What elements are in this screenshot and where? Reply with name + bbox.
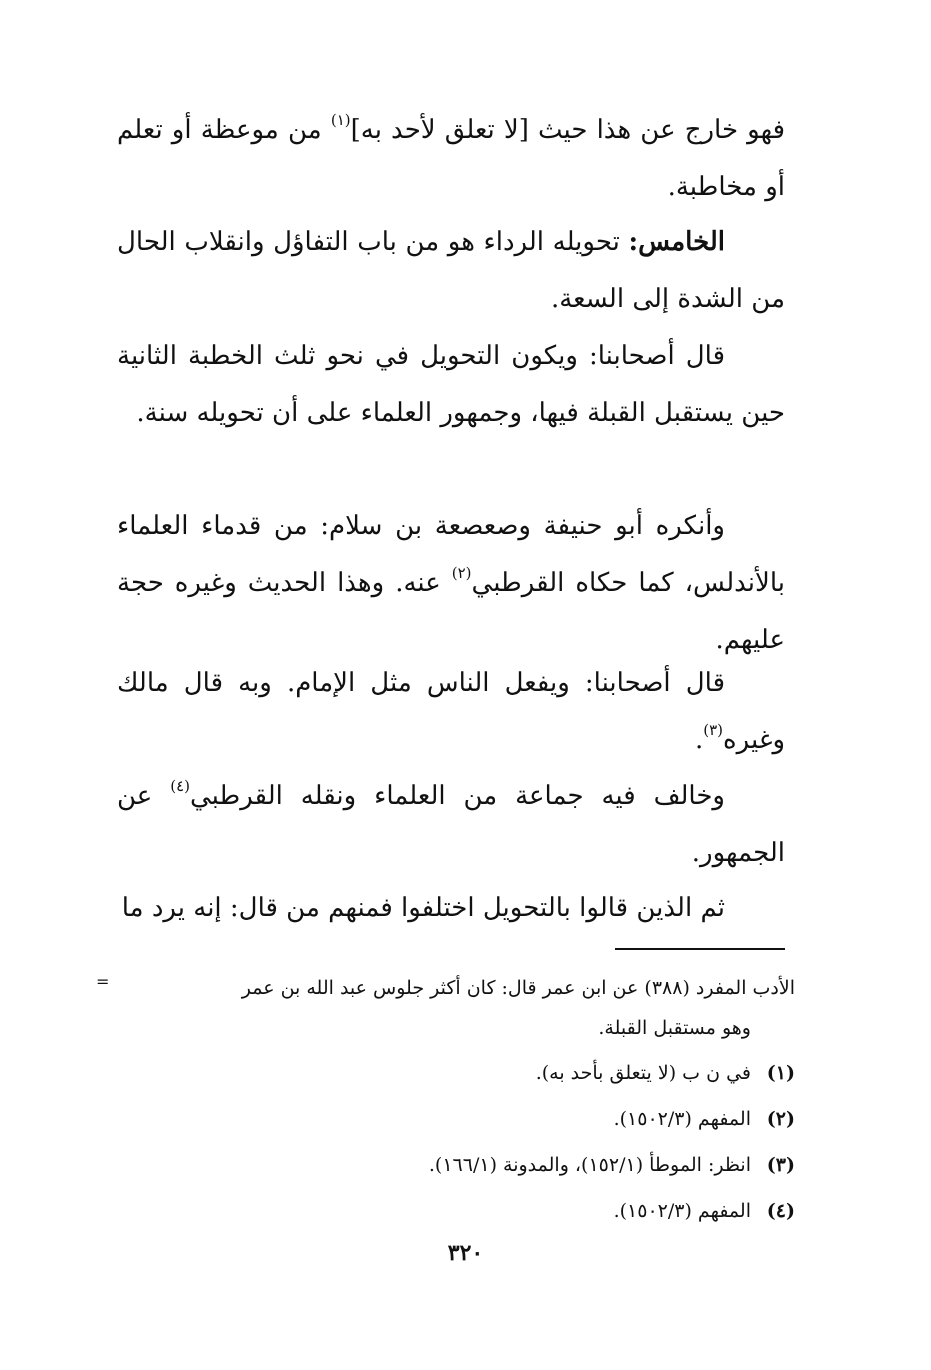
text-run: وخالف فيه جماعة من العلماء ونقله القرطبي [189,781,725,811]
paragraph-text [117,880,785,937]
footnote-text: المفهم (١٥٠٢/٣). [613,1200,751,1222]
text-run: قال أصحابنا: ويكون التحويل في نحو ثلث الخطبة الثانية حين يستقبل القبلة فيها، وجمهور العلماء على أن تحويله سنة. [117,341,785,428]
footnote-number: (١) [766,1062,795,1084]
footnote-reference: (٢) [451,564,472,582]
continuation-marker: = [96,972,110,991]
paragraph [117,655,785,769]
text-run: من موعظة أو تعلم أو مخاطبة. [117,115,785,202]
paragraph [117,768,785,882]
text-run: . [694,725,704,755]
footnote-text: انظر: الموطأ (١٥٢/١)، والمدونة (١٦٦/١). [428,1154,751,1176]
paragraph-text [117,498,785,669]
footnote-continuation-line-2: وهو مستقبل القبلة. [598,1017,751,1039]
footnote-separator [615,948,785,950]
text-run: عن الجمهور. [117,781,785,868]
text-run: فهو خارج عن هذا حيث [لا تعلق لأحد به] [350,115,786,145]
section-term: الخامس: [628,227,725,257]
paragraph-text [117,768,785,882]
paragraph [117,880,785,937]
paragraph [117,328,785,442]
paragraph-text [117,655,785,769]
page-number: ٣٢٠ [447,1240,484,1266]
footnote-item [95,1142,795,1188]
footnote-list [95,1050,795,1234]
footnote-item [95,1050,795,1096]
footnote-text: في ن ب (لا يتعلق بأحد به). [535,1062,751,1084]
paragraph-text [117,328,785,442]
footnote-item [95,1188,795,1234]
paragraph [117,498,785,669]
text-run: تحويله الرداء هو من باب التفاؤل وانقلاب الحال من الشدة إلى السعة. [117,227,785,314]
footnote-reference: (٣) [703,721,724,739]
footnote-number: (٢) [766,1108,795,1130]
footnote-continuation [95,968,795,1048]
paragraph-text [117,102,785,216]
footnote-item [95,1096,795,1142]
footnote-continuation-line-1: الأدب المفرد (٣٨٨) عن ابن عمر قال: كان أكثر جلوس عبد الله بن عمر [241,977,795,999]
footnote-number: (٣) [766,1154,795,1176]
text-run: قال أصحابنا: ويفعل الناس مثل الإمام. وبه قال مالك وغيره [117,668,785,755]
text-run: عنه. وهذا الحديث وغيره حجة عليهم. [117,568,785,655]
paragraph [117,214,785,328]
paragraph-text [117,214,785,328]
footnote-text: المفهم (١٥٠٢/٣). [613,1108,751,1130]
paragraph [117,102,785,216]
footnote-reference: (٤) [170,777,190,795]
footnote-number: (٤) [766,1200,795,1222]
text-run: ثم الذين قالوا بالتحويل اختلفوا فمنهم من قال: إنه يرد ما [121,893,725,923]
footnote-reference: (١) [330,111,351,129]
text-run: وأنكره أبو حنيفة وصعصعة بن سلام: من قدماء العلماء بالأندلس، كما حكاه القرطبي [117,511,785,598]
